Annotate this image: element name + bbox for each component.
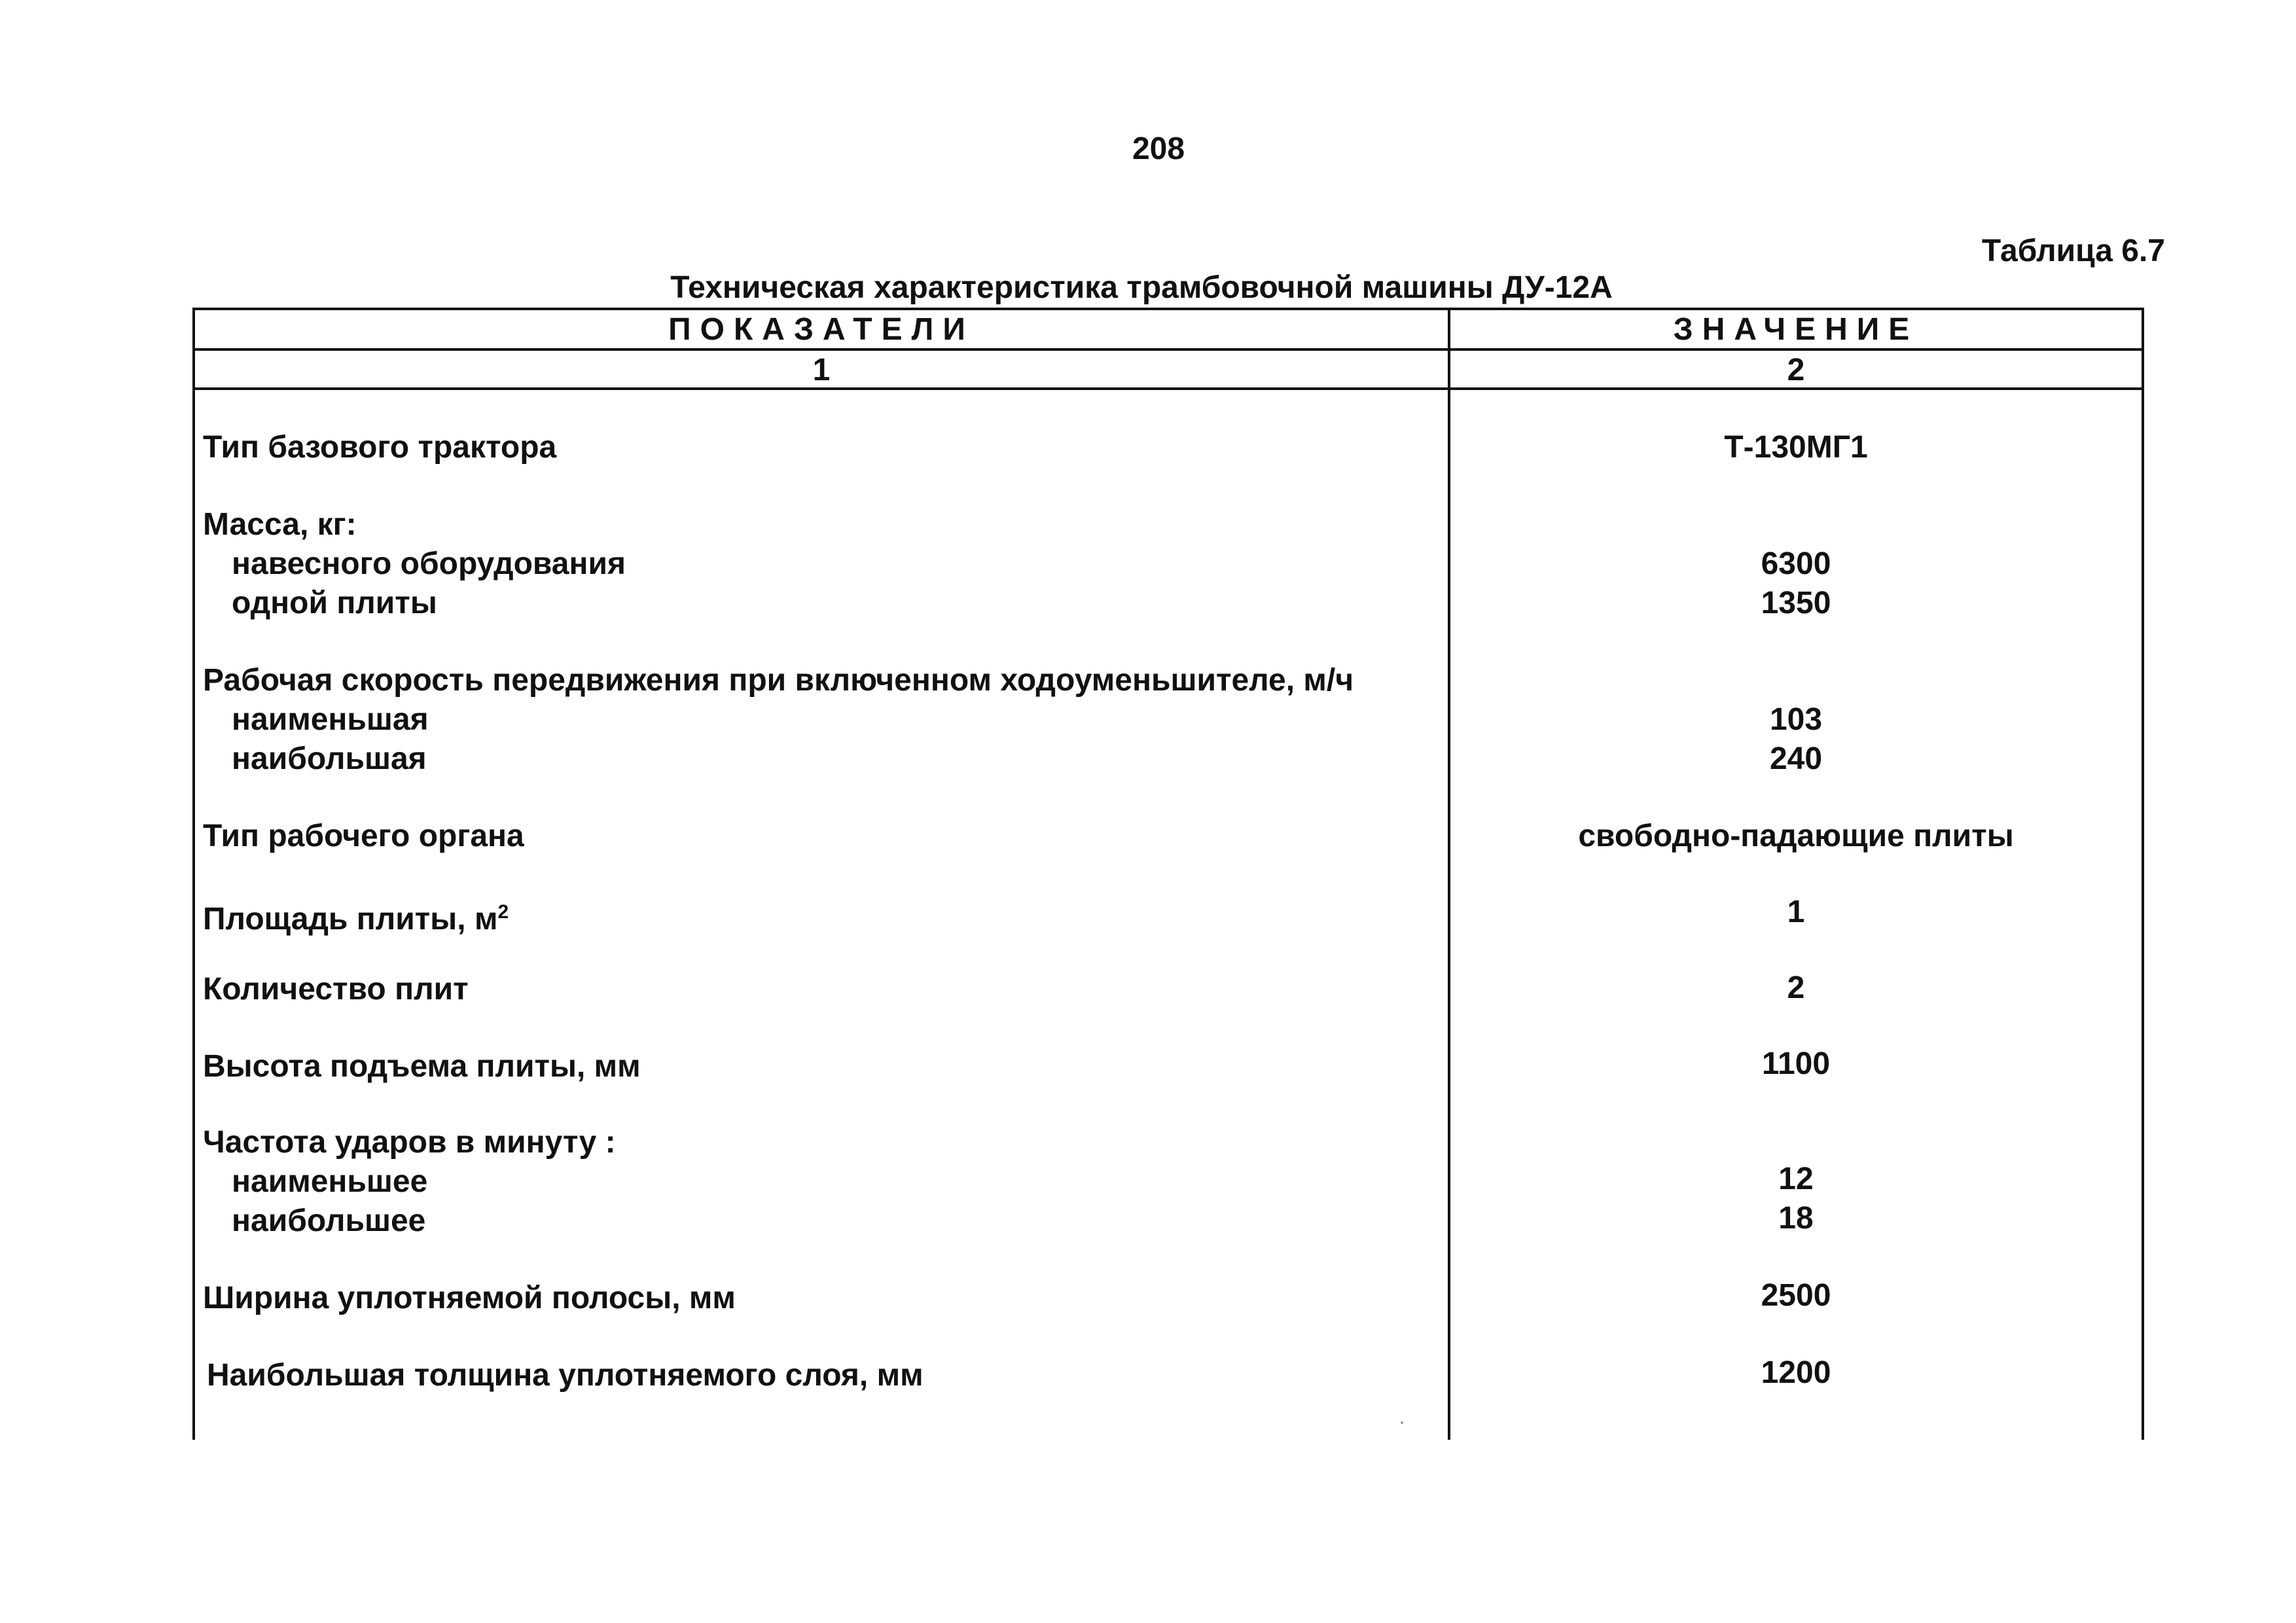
mass-sub-plate: одной плиты — [232, 586, 437, 620]
freq-sub-min: наименьшее — [232, 1164, 428, 1199]
column-number-1: 1 — [812, 353, 831, 387]
row-label-mass — [203, 505, 626, 623]
row-value-count: 2 — [1787, 971, 1805, 1005]
mass-value-plate: 1350 — [1761, 586, 1831, 620]
row-label-height: Высота подъема плиты, мм — [203, 1049, 641, 1084]
row-value-height: 1100 — [1761, 1046, 1831, 1081]
row-label-freq — [203, 1123, 616, 1241]
row-label-width: Ширина уплотняемой полосы, мм — [203, 1281, 736, 1315]
row-value-width: 2500 — [1761, 1278, 1831, 1313]
mass-sub-equipment: навесного оборудования — [232, 546, 626, 581]
freq-value-min: 12 — [1778, 1162, 1814, 1196]
row-value-thickness: 1200 — [1761, 1355, 1831, 1390]
column-number-2: 2 — [1787, 353, 1805, 387]
freq-value-max: 18 — [1778, 1201, 1814, 1236]
header-indicators: ПОКАЗАТЕЛИ — [668, 312, 975, 347]
row-label-speed — [203, 661, 1354, 779]
row-label-area — [203, 893, 509, 939]
mass-value-equipment: 6300 — [1761, 546, 1831, 581]
row-label-thickness: Наибольшая толщина уплотняемого слоя, мм — [207, 1358, 924, 1393]
speed-value-min: 103 — [1769, 702, 1823, 737]
area-unit-superscript: 2 — [497, 901, 509, 923]
row-value-freq — [1449, 1160, 2143, 1238]
row-label-organ: Тип рабочего органа — [203, 819, 524, 853]
speed-sub-max: наибольшая — [232, 741, 427, 776]
scan-speck — [1401, 1421, 1403, 1424]
row-value-speed — [1449, 700, 2143, 779]
freq-sub-max: наибольшее — [232, 1204, 426, 1238]
row-label-count: Количество плит — [203, 972, 469, 1007]
row-label-tractor: Тип базового трактора — [203, 430, 557, 465]
freq-title: Частота ударов в минуту : — [203, 1125, 616, 1160]
row-value-tractor: Т-130МГ1 — [1724, 430, 1868, 465]
row-value-mass — [1449, 544, 2143, 623]
speed-title: Рабочая скорость передвижения при включенном ходоуменьшителе, м/ч — [203, 663, 1354, 698]
area-label-text: Площадь плиты, м — [203, 902, 498, 936]
row-value-organ: свободно-падающие плиты — [1578, 819, 2014, 853]
row-value-area: 1 — [1787, 895, 1805, 929]
mass-title: Масса, кг: — [203, 507, 357, 542]
speed-sub-min: наименьшая — [232, 702, 429, 737]
table-title: Техническая характеристика трамбовочной машины ДУ-12А — [670, 270, 1613, 305]
page-number: 208 — [1132, 132, 1185, 166]
speed-value-max: 240 — [1769, 741, 1823, 776]
table-label: Таблица 6.7 — [1981, 234, 2165, 268]
header-value: ЗНАЧЕНИЕ — [1673, 312, 1919, 347]
